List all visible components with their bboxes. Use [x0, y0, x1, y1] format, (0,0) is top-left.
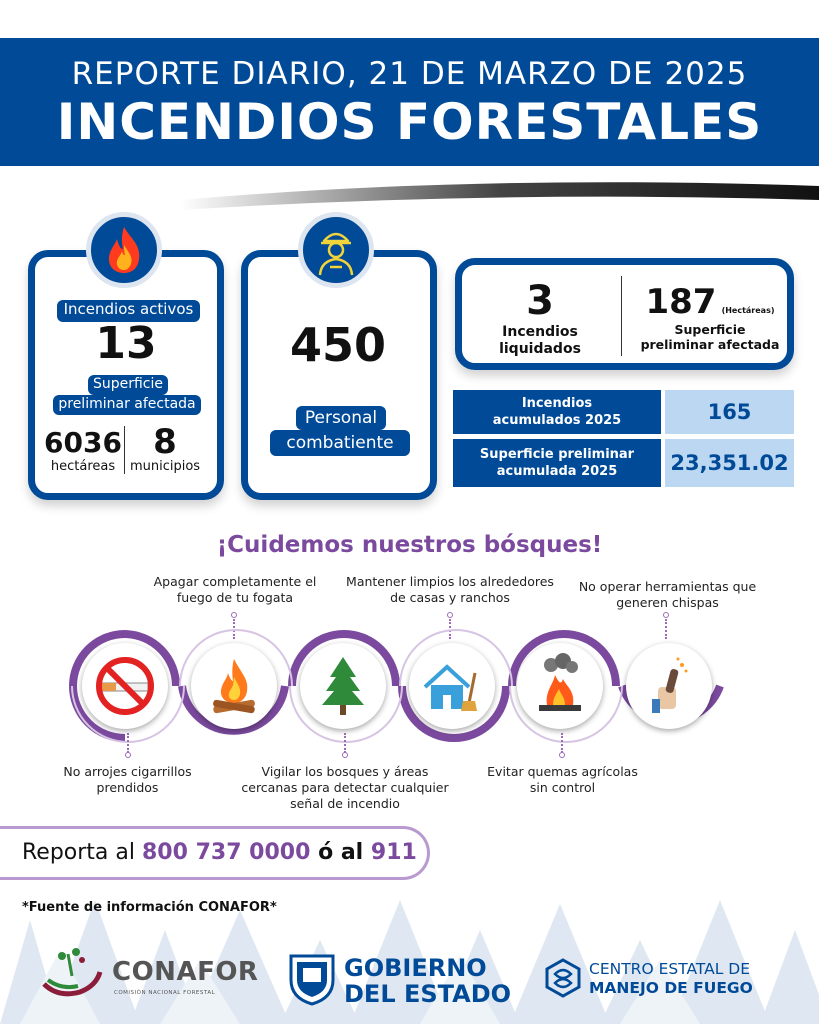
liquidated-surface [630, 282, 790, 322]
tip-clean-line-1: Mantener limpios los alrededores [346, 574, 554, 589]
source-note: *Fuente de información CONAFOR* [22, 900, 277, 915]
tip-watch-line-3: señal de incendio [290, 796, 400, 811]
hectares-value: 6036 [44, 426, 122, 459]
accumulated-fires-label-1: Incendios [521, 396, 593, 411]
cemf-logo [543, 958, 583, 998]
connector-line [561, 733, 563, 753]
divider [621, 276, 622, 356]
municipalities-label: municipios [129, 459, 201, 474]
report-connector: ó al [310, 840, 371, 865]
tip-tools-line-1: No operar herramientas que [578, 579, 757, 594]
accumulated-surface-value: 23,351.02 [665, 439, 794, 487]
liquidated-label-1: Incendios [502, 324, 578, 340]
report-phone-2[interactable]: 911 [370, 840, 417, 865]
header-subtitle: REPORTE DIARIO, 21 DE MARZO DE 2025 [71, 56, 748, 92]
tip-icon-circle [191, 643, 277, 729]
report-prefix: Reporta al [22, 840, 142, 865]
tip-icon-circle [300, 643, 386, 729]
gobierno-line-1: GOBIERNO [344, 954, 487, 982]
tip-cigarettes-line-1: No arrojes cigarrillos [63, 764, 192, 779]
decorative-swoosh [180, 180, 819, 228]
tips-title: ¡Cuidemos nuestros bósques! [216, 532, 603, 558]
tip-burns-text [470, 764, 655, 796]
connector-dot [342, 752, 348, 758]
tip-watch-line-1: Vigilar los bosques y áreas [261, 764, 429, 779]
liquidated-surface-value: 187 [645, 282, 717, 322]
personnel-value: 450 [289, 318, 387, 372]
gobierno-text [344, 955, 511, 1007]
connector-dot [447, 612, 453, 618]
cemf-line-1: CENTRO ESTATAL DE [589, 960, 751, 978]
tip-cigarettes-line-2: prendidos [96, 780, 159, 795]
tip-icon-circle [82, 643, 168, 729]
tip-tools-text [570, 579, 765, 611]
cemf-emblem-icon [543, 958, 583, 998]
tip-burns-line-1: Evitar quemas agrícolas [487, 764, 638, 779]
accumulated-surface-label-1: Superficie preliminar [479, 447, 635, 462]
personnel-label-1: Personal [296, 406, 386, 430]
municipalities-value: 8 [153, 422, 177, 462]
tip-icon-circle [409, 643, 495, 729]
cemf-line-2: MANEJO DE FUEGO [589, 979, 753, 997]
state-shield-icon [287, 950, 337, 1006]
report-phone-1[interactable]: 800 737 0000 [142, 840, 311, 865]
tool-sparks-icon [626, 643, 712, 729]
personnel-label-2: combatiente [270, 430, 410, 456]
gobierno-logo [287, 950, 337, 1006]
accumulated-fires-label [453, 390, 661, 434]
active-label: Incendios activos [57, 300, 200, 322]
liquidated-label [480, 324, 600, 358]
liquidated-surface-unit: (Hectáreas) [721, 306, 775, 315]
tip-icon-circle [626, 643, 712, 729]
liquidated-value: 3 [526, 278, 554, 324]
campfire-icon [191, 643, 277, 729]
liquidated-surface-label-1: Superficie [674, 322, 746, 337]
accumulated-fires-value: 165 [665, 390, 794, 434]
liquidated-label-2: liquidados [499, 341, 581, 357]
conafor-logo [38, 946, 110, 1002]
connector-dot [663, 612, 669, 618]
firefighter-icon [303, 217, 369, 283]
tip-watch-text [225, 764, 465, 812]
tip-watch-line-2: cercanas para detectar cualquier [241, 780, 449, 795]
connector-dot [231, 612, 237, 618]
house-broom-icon [409, 643, 495, 729]
connector-line [127, 733, 129, 753]
connector-dot [125, 752, 131, 758]
cemf-text [589, 960, 753, 998]
tip-cigarettes-text [40, 764, 215, 796]
connector-line [344, 733, 346, 753]
fire-icon-circle [86, 212, 162, 288]
pine-tree-icon [300, 643, 386, 729]
tip-campfire-line-1: Apagar completamente el [153, 574, 317, 589]
connector-dot [559, 752, 565, 758]
tip-icon-circle [517, 643, 603, 729]
surface-label-1: Superficie [88, 375, 168, 395]
liquidated-surface-label-2: preliminar afectada [640, 337, 780, 352]
conafor-subtitle: COMISIÓN NACIONAL FORESTAL [114, 990, 216, 996]
accumulated-surface-label [453, 439, 661, 487]
header-title: INCENDIOS FORESTALES [56, 93, 763, 151]
burning-field-icon [517, 643, 603, 729]
tip-tools-line-2: generen chispas [616, 595, 719, 610]
surface-label-2: preliminar afectada [53, 395, 201, 415]
no-smoking-icon [82, 643, 168, 729]
conafor-name: CONAFOR [112, 957, 259, 987]
conafor-emblem-icon [38, 946, 110, 1002]
firefighter-icon-circle [298, 212, 374, 288]
fire-icon [91, 217, 157, 283]
tip-clean-text [340, 574, 560, 606]
divider [124, 426, 125, 474]
gobierno-line-2: DEL ESTADO [344, 980, 512, 1008]
tip-campfire-text [130, 574, 340, 606]
active-value: 13 [95, 318, 157, 369]
liquidated-surface-label [630, 322, 790, 352]
hectares-label: hectáreas [50, 459, 116, 474]
report-text [22, 840, 417, 865]
tip-clean-line-2: de casas y ranchos [390, 590, 510, 605]
tip-campfire-line-2: fuego de tu fogata [176, 590, 294, 605]
accumulated-fires-label-2: acumulados 2025 [492, 413, 622, 428]
accumulated-surface-label-2: acumulada 2025 [496, 464, 618, 479]
tip-burns-line-2: sin control [529, 780, 596, 795]
